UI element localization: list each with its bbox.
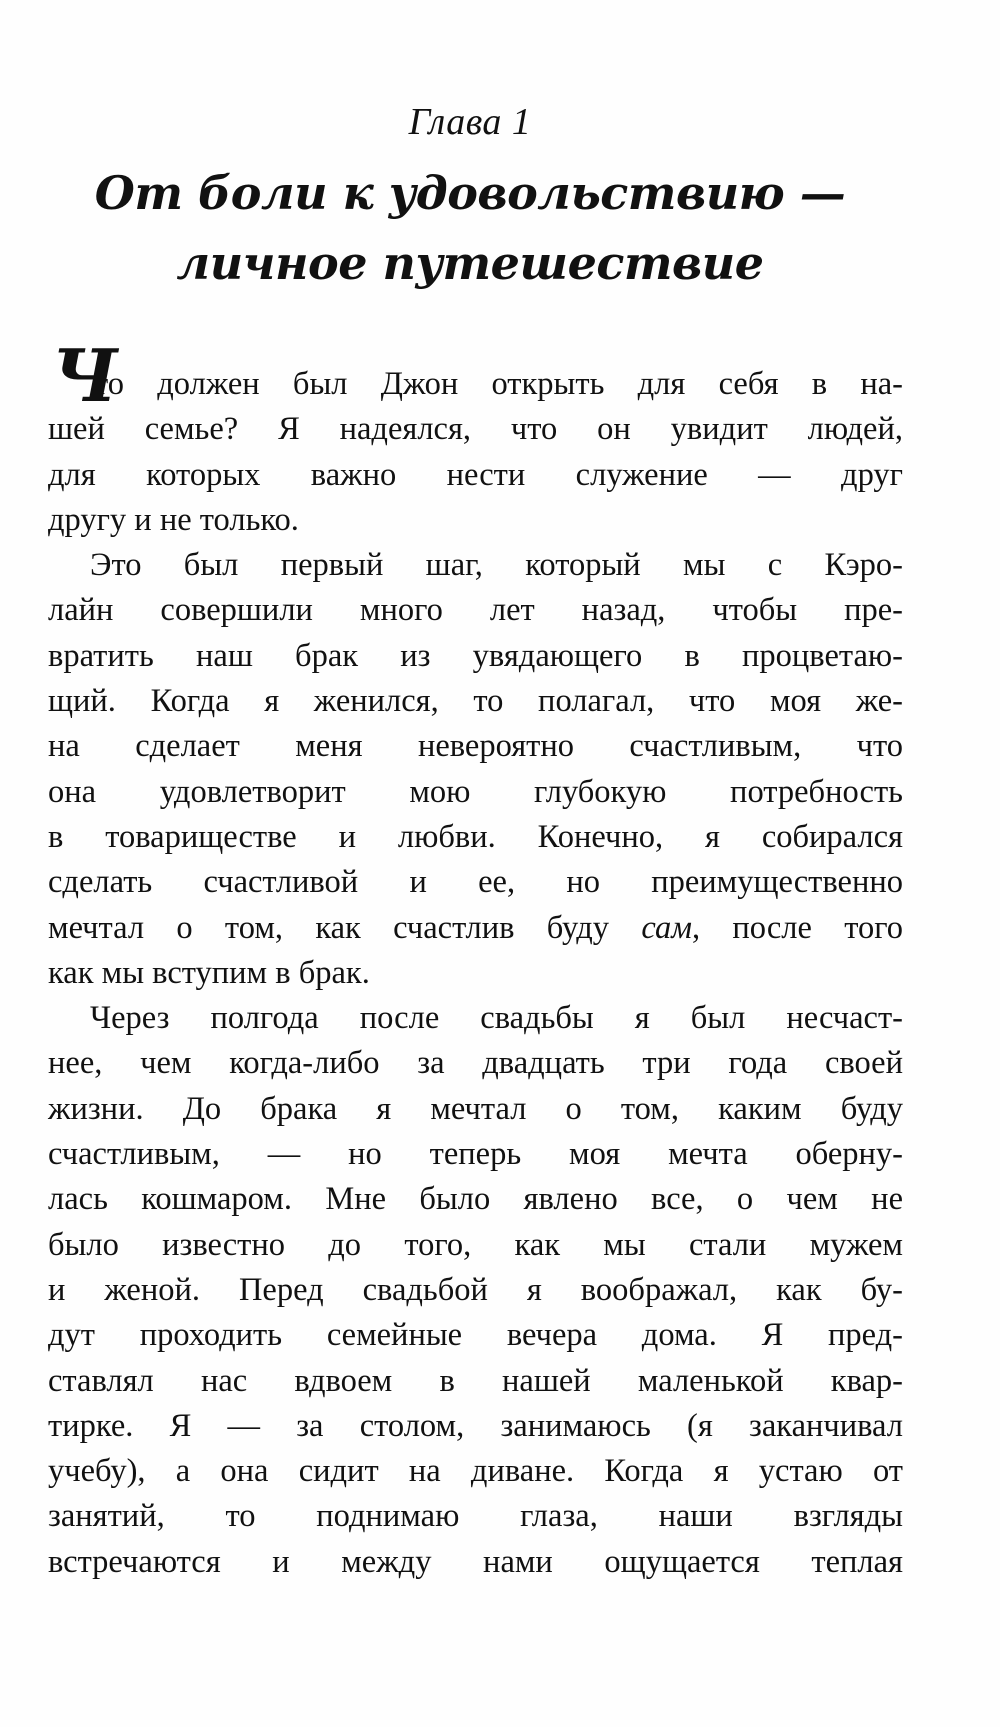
- chapter-title: [0, 158, 940, 298]
- text-line: встречаются и между нами ощущается теплая: [48, 1543, 903, 1580]
- text-segment: , после того: [691, 909, 903, 946]
- text-line: Через полгода после свадьбы я был несчаст-: [90, 1000, 903, 1037]
- text-line: занятий, то поднимаю глаза, наши взгляды: [48, 1498, 903, 1535]
- text-line: лайн совершили много лет назад, чтобы пре-: [48, 592, 903, 629]
- chapter-title-line-1: От боли к удовольствию —: [94, 166, 846, 220]
- text-line: для которых важно нести служение — друг: [48, 456, 903, 493]
- text-line: счастливым, — но теперь моя мечта оберну-: [48, 1136, 903, 1173]
- drop-cap: Ч: [52, 333, 118, 418]
- text-segment: мечтал о том, как счастлив буду: [48, 909, 642, 946]
- text-line: сделать счастливой и ее, но преимущественно: [48, 864, 903, 901]
- text-line: тирке. Я — за столом, занимаюсь (я заканчивал: [48, 1407, 903, 1444]
- text-line: вратить наш брак из увядающего в процветаю-: [48, 637, 903, 674]
- text-line: шей семье? Я надеялся, что он увидит людей,: [48, 411, 903, 448]
- text-line: [48, 906, 903, 951]
- text-line: жизни. До брака я мечтал о том, каким буду: [48, 1090, 903, 1127]
- chapter-title-line-2: личное путешествие: [176, 236, 764, 290]
- text-line: щий. Когда я женился, то полагал, что моя же-: [48, 683, 903, 720]
- text-line: было известно до того, как мы стали мужем: [48, 1226, 903, 1263]
- text-line: лась кошмаром. Мне было явлено все, о чем не: [48, 1181, 903, 1218]
- text-line: как мы вступим в брак.: [48, 954, 370, 991]
- text-line: ставлял нас вдвоем в нашей маленькой квар-: [48, 1362, 903, 1399]
- text-line: то должен был Джон открыть для себя в на-: [94, 366, 903, 402]
- text-line: она удовлетворит мою глубокую потребность: [48, 773, 903, 810]
- text-line: дут проходить семейные вечера дома. Я пред-: [48, 1317, 903, 1354]
- text-line: в товариществе и любви. Конечно, я собирался: [48, 818, 903, 855]
- text-line: учебу), а она сидит на диване. Когда я устаю от: [48, 1453, 903, 1490]
- text-line: нее, чем когда-либо за двадцать три года своей: [48, 1045, 903, 1082]
- text-line: на сделает меня невероятно счастливым, что: [48, 728, 903, 765]
- chapter-number: Глава 1: [408, 101, 532, 143]
- text-line: другу и не только.: [48, 501, 299, 538]
- emphasis-word: сам: [641, 909, 692, 946]
- body-text: [48, 333, 903, 1585]
- text-line: Это был первый шаг, который мы с Кэро-: [90, 547, 903, 584]
- text-line: и женой. Перед свадьбой я воображал, как бу-: [48, 1271, 903, 1308]
